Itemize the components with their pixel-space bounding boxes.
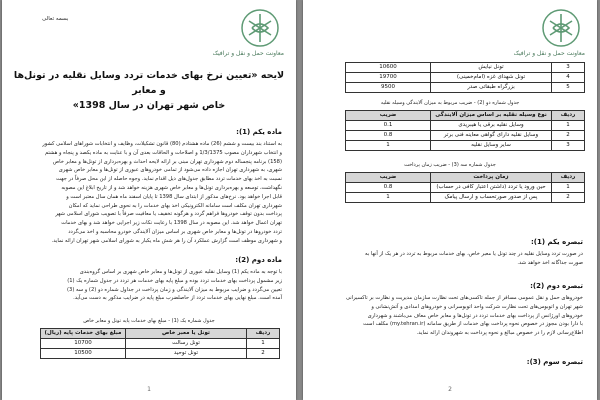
table-cell: 1 <box>247 339 280 349</box>
article-1-line: و انتخاب شهرداران مصوب 1/3/1375 و اصلاحات و الحاقات بعدی آن و با عنایت به ماده یکصد و پنجاه و هشتم <box>44 149 282 156</box>
table-cell: 10700 <box>41 339 126 349</box>
table-cell: 5 <box>552 83 585 93</box>
note-1-body <box>315 250 583 268</box>
bill-title-line-2: خاص شهر تهران در سال 1398» <box>72 100 226 111</box>
table-cell: تونل رسالت <box>126 339 247 349</box>
article-1-line: به استناد بند بیست و ششم (26) ماده هشتادم (80) قانون تشکیلات، وظایف و انتخابات شوراهای اسلامی کشور <box>42 141 282 147</box>
table-cell: حین ورود یا تردد (داشتن اعتبار کافی در حساب) <box>431 183 552 193</box>
table-cell: 9500 <box>346 83 431 93</box>
table-cell: 19700 <box>346 73 431 83</box>
article-2-heading: ماده دوم (2): <box>235 256 282 264</box>
table-row <box>346 83 585 93</box>
bill-title-line-1: لایحه «تعیین نرخ بهای خدمات تردد وسایل نقلیه در تونل‌ها و معابر <box>13 70 285 96</box>
table-cell: 10600 <box>346 63 431 73</box>
article-1-line: نسبت به اخذ بهای خدمات تردد مطابق جدول‌های ذیل اقدام نماید. وجوه حاصله از این محل صرفاً در جهت <box>56 176 282 183</box>
table-1-caption: جدول شماره یک (1) - مبلغ بهای خدمات پایه تونل و معابر خاص <box>83 318 215 324</box>
bismillah-text: بسمه تعالی <box>42 16 69 22</box>
table-1-continued <box>345 62 585 93</box>
column-header: ردیف <box>552 111 585 121</box>
organization-name: معاونت حمل و نقل و ترافیک <box>513 50 585 57</box>
document-page-2 <box>303 0 597 400</box>
organization-name: معاونت حمل و نقل و ترافیک <box>212 50 284 57</box>
article-1-heading: ماده یکم (1): <box>236 128 282 136</box>
table-row <box>346 73 585 83</box>
table-header-row <box>41 329 280 339</box>
table-cell: 1 <box>346 193 431 203</box>
table-cell: 1 <box>552 183 585 193</box>
table-cell: وسایل نقلیه برقی یا هیبریدی <box>431 121 552 131</box>
table-cell: 2 <box>552 131 585 141</box>
table-cell: 1 <box>346 141 431 151</box>
note-2-line: خودروهای حمل و نقل عمومی مسافر از جمله تاکسی‌های تحت نظارت سازمان مدیریت و نظارت بر تاکسیرانی <box>345 295 583 301</box>
column-header: مبلغ بهای خدمات پایه (ریال) <box>41 329 126 339</box>
note-3-heading: تبصره سوم (3): <box>526 358 583 366</box>
table-cell: 10500 <box>41 349 126 359</box>
article-2-line: آمده است. مبلغ نهایی بهای خدمات تردد از حاصلضرب مبلغ پایه در ضرایب مذکور به دست می‌آید. <box>73 295 282 302</box>
table-cell: 3 <box>552 63 585 73</box>
table-3-caption: جدول شماره سه (3) - ضریب زمان پرداخت <box>404 162 496 168</box>
table-row <box>346 131 585 141</box>
table-cell: 0.1 <box>346 121 431 131</box>
article-2-body <box>14 268 282 303</box>
table-3 <box>345 172 585 203</box>
article-1-line: قابل اجرا خواهد بود. نرخ‌های مذکور از ابتدای سال 1398 تا پایان اسفند ماه همان سال معتبر است و <box>66 193 282 200</box>
page-number: 1 <box>147 386 151 393</box>
article-1-line: شهرداری تهران مکلف است سامانه الکترونیکی اخذ بهای خدمات را به نحوی طراحی نماید که امکان <box>68 202 282 209</box>
table-2-caption: جدول شماره دو (2) - ضریب مربوط به میزان آلایندگی وسیله نقلیه <box>380 100 520 106</box>
note-2-body <box>315 294 583 338</box>
note-1-line: صورت جداگانه اخذ خواهد شد. <box>517 259 583 266</box>
article-1-line: نگهداشت، توسعه و بهره‌برداری تونل‌ها و معابر خاص شهری هزینه خواهد شد و از تاریخ ابلاغ این مصوبه <box>61 184 282 191</box>
article-1-line: پرداخت بدون توقف خودروها فراهم گردد و هرگونه تخفیف یا معافیت صرفاً با تصویب شورای اسلامی شهر <box>55 211 282 218</box>
article-2-line: تعیین می‌گردد و ضرایب مربوط به میزان آلایندگی و زمان پرداخت در جداول شماره دو (2) و سه (3) <box>66 286 282 293</box>
column-header: ضریب <box>346 173 431 183</box>
table-cell: 4 <box>552 73 585 83</box>
table-row <box>346 121 585 131</box>
table-header-row <box>346 173 585 183</box>
table-cell: 1 <box>552 121 585 131</box>
article-1-line: (158) برنامه پنجساله دوم شهرداری تهران مبنی بر ارائه لایحه احداث و بهره‌برداری از تونل‌ها و معابر خاص <box>52 158 282 165</box>
note-2-heading: تبصره دوم (2): <box>530 282 583 290</box>
table-row <box>41 339 280 349</box>
note-2-line: با دارا بودن مجوز در خصوص نحوه پرداخت بهای خدمات از طریق سامانه (my.tehran.ir) مکلف است <box>363 321 583 328</box>
table-cell: تونل شهدای غزه (امام‌خمینی) <box>431 73 552 83</box>
column-header: ردیف <box>552 173 585 183</box>
column-header: ضریب <box>346 111 431 121</box>
table-row <box>346 193 585 203</box>
article-1-line: تردد خودروها در تونل‌ها و معابر خاص شهری بر اساس میزان آلایندگی خودرو محاسبه و اخذ می‌گردد <box>68 228 282 235</box>
table-cell: 0.8 <box>346 183 431 193</box>
article-1-line: تهران اعمال خواهد شد. این مصوبه در سال 1398 با رعایت نکات زیر اجرایی خواهد شد و بهای خدمات <box>61 220 282 227</box>
article-1-body <box>14 140 282 246</box>
table-cell: تونل توحید <box>126 349 247 359</box>
table-row <box>41 349 280 359</box>
article-2-line: با توجه به ماده یکم (1) وسایل نقلیه عبوری از تونل‌ها و معابر خاص شهری بر اساس گروه‌بندی <box>79 269 282 275</box>
tehran-municipality-logo-icon <box>240 8 280 48</box>
table-cell: 2 <box>247 349 280 359</box>
table-cell: تونل نیایش <box>431 63 552 73</box>
document-page-1 <box>2 0 296 400</box>
table-row <box>346 141 585 151</box>
column-header: ردیف <box>247 329 280 339</box>
article-1-line: و شهرداری موظف است گزارش عملکرد آن را هر شش ماه یکبار به شورای اسلامی شهر تهران ارائه نماید. <box>51 237 282 244</box>
table-cell: 2 <box>552 193 585 203</box>
table-2 <box>345 110 585 151</box>
table-cell: سایر وسایل نقلیه <box>431 141 552 151</box>
table-header-row <box>346 111 585 121</box>
table-row <box>346 63 585 73</box>
article-1-line: شهری، به شهرداری تهران اجازه داده می‌شود از تمامی خودروهای عبوری از تونل‌ها و معابر خاص شهری <box>58 167 282 174</box>
table-cell: پس از صدور صورتحساب و ارسال پیامک <box>431 193 552 203</box>
table-row <box>346 183 585 193</box>
column-header: زمان پرداخت <box>431 173 552 183</box>
table-cell: بزرگراه طبقاتی صدر <box>431 83 552 93</box>
note-1-heading: تبصره یکم (1): <box>530 238 583 246</box>
note-2-line: اطلاع‌رسانی لازم را در خصوص مبالغ و نحوه پرداخت به شهروندان ارائه نماید. <box>416 330 583 337</box>
note-2-line: شهر تهران و اتوبوس‌های تحت نظارت شرکت واحد اتوبوسرانی و خودروهای امدادی و آتش‌نشانی و <box>371 303 583 310</box>
table-cell: وسایل نقلیه دارای گواهی معاینه فنی برتر <box>431 131 552 141</box>
note-1-line: در صورت تردد وسایل نقلیه در چند تونل یا معبر خاص، بهای خدمات مربوط به تردد در هر یک از آنها به <box>365 251 583 257</box>
bill-title <box>12 68 286 113</box>
note-2-line: خودروهای اورژانس از پرداخت بهای خدمات تردد در تونل‌ها و معابر خاص معاف می‌باشند و شهرداری <box>367 312 583 319</box>
column-header: نوع وسیله نقلیه بر اساس میزان آلایندگی <box>431 111 552 121</box>
table-cell: 0.8 <box>346 131 431 141</box>
column-header: تونل یا معبر خاص <box>126 329 247 339</box>
tehran-municipality-logo-icon <box>541 8 581 48</box>
table-cell: 3 <box>552 141 585 151</box>
page-number: 2 <box>448 386 452 393</box>
article-2-line: زیر مشمول پرداخت بهای خدمات تردد بوده و مبلغ پایه بهای خدمات هر تردد در جدول شماره یک (1) <box>67 277 282 284</box>
table-1 <box>40 328 280 359</box>
